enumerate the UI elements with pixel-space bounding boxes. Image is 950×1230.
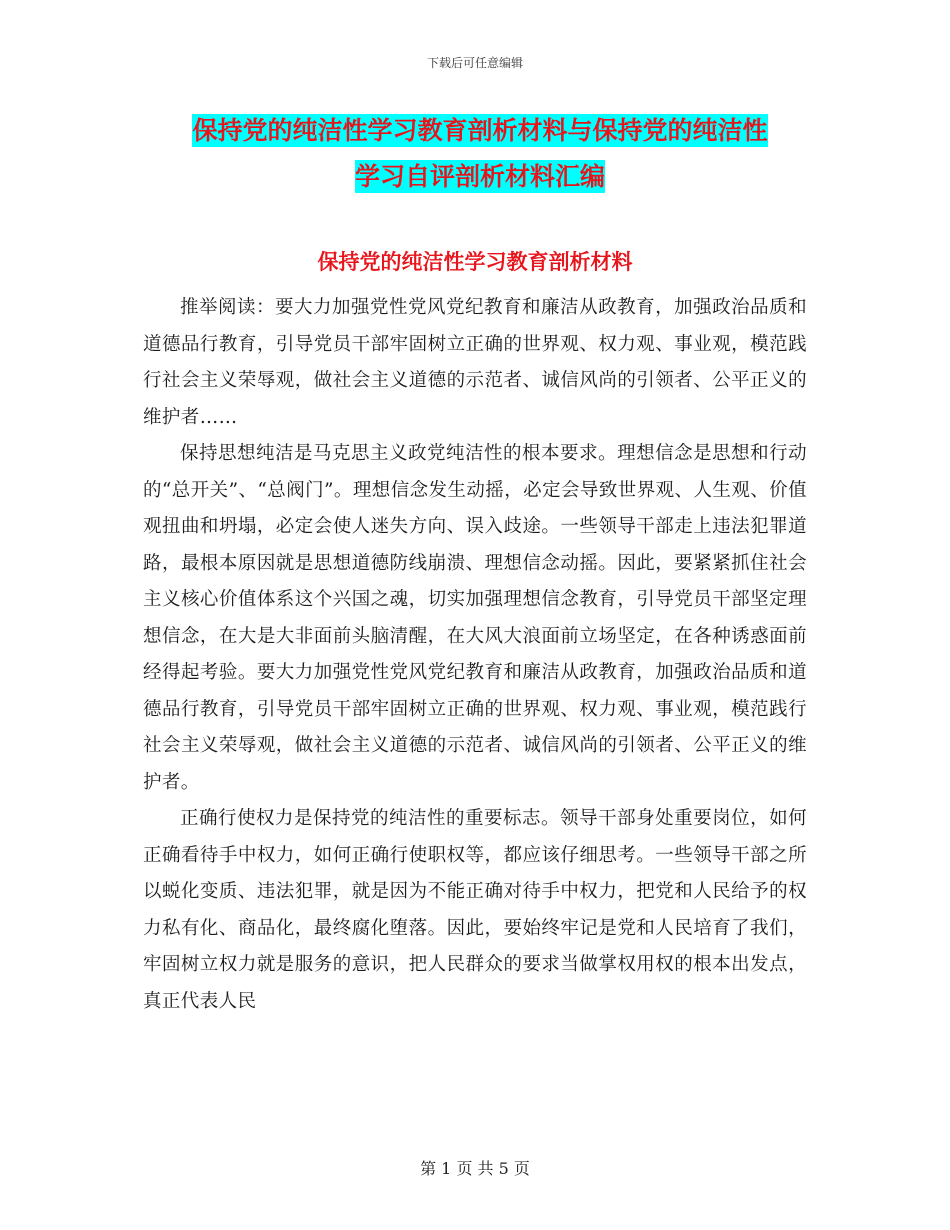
header-note: 下载后可任意编辑 xyxy=(426,56,523,70)
page-footer: 第 1 页 共 5 页 xyxy=(420,1159,530,1178)
body-text xyxy=(143,290,807,1020)
paragraph: 保持思想纯洁是马克思主义政党纯洁性的根本要求。理想信念是思想和行动的“总开关”、“总阀门”。理想信念发生动摇，必定会导致世界观、人生观、价值观扭曲和坍塌，必定会使人迷失方向、误入歧途。一些领导干部走上违法犯罪道路，最根本原因就是思想道德防线崩溃、理想信念动摇。因此，要紧紧抓住社会主义核心价值体系这个兴国之魂，切实加强理想信念教育，引导党员干部坚定理想信念，在大是大非面前头脑清醒，在大风大浪面前立场坚定，在各种诱惑面前经得起考验。要大力加强党性党风党纪教育和廉洁从政教育，加强政治品质和道德品行教育，引导党员干部牢固树立正确的世界观、权力观、事业观，模范践行社会主义荣辱观，做社会主义道德的示范者、诚信风尚的引领者、公平正义的维护者。 xyxy=(143,443,807,793)
document-title xyxy=(150,108,810,200)
document-title-line-1: 保持党的纯洁性学习教育剖析材料与保持党的纯洁性 xyxy=(192,116,768,145)
document-title-line-2: 学习自评剖析材料汇编 xyxy=(354,162,605,191)
paragraph: 正确行使权力是保持党的纯洁性的重要标志。领导干部身处重要岗位，如何正确看待手中权力，如何正确行使职权等，都应该仔细思考。一些领导干部之所以蜕化变质、违法犯罪，就是因为不能正确对待手中权力，把党和人民给予的权力私有化、商品化，最终腐化堕落。因此，要始终牢记是党和人民培育了我们，牢固树立权力就是服务的意识，把人民群众的要求当做掌权用权的根本出发点，真正代表人民 xyxy=(143,808,807,1012)
paragraph: 推举阅读：要大力加强党性党风党纪教育和廉洁从政教育，加强政治品质和道德品行教育，引导党员干部牢固树立正确的世界观、权力观、事业观，模范践行社会主义荣辱观，做社会主义道德的示范者、诚信风尚的引领者、公平正义的维护者…… xyxy=(143,297,807,428)
section-title: 保持党的纯洁性学习教育剖析材料 xyxy=(317,250,633,274)
